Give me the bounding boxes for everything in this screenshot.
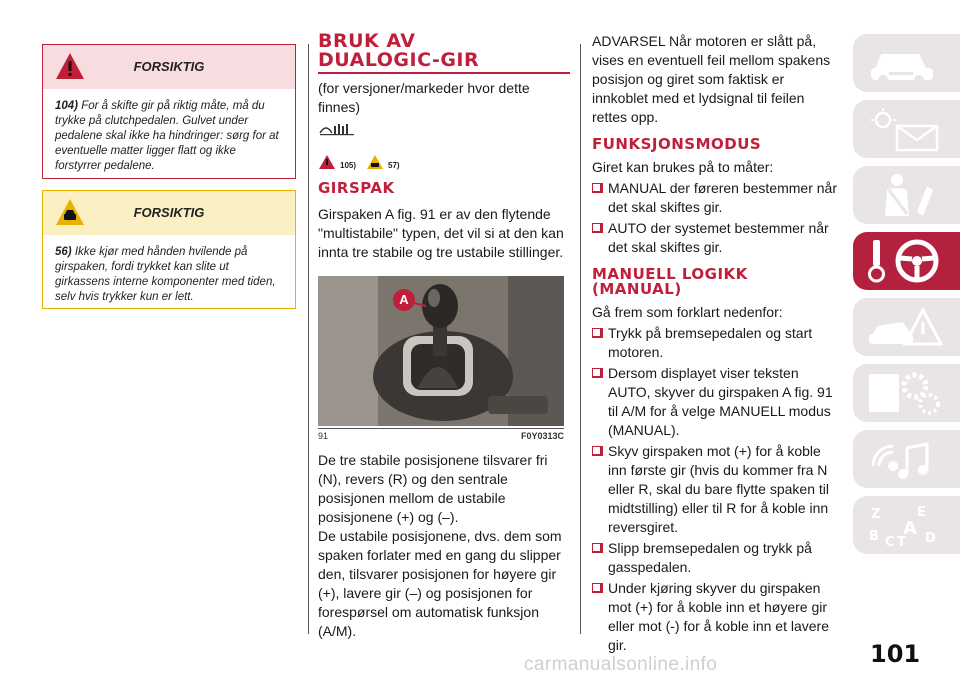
reference-105: 105) xyxy=(340,161,357,170)
bullet-icon xyxy=(592,183,603,193)
bullet-icon xyxy=(592,223,603,233)
seatbelt-airbag-icon xyxy=(867,172,945,218)
multimedia-icon xyxy=(867,436,945,482)
index-letter: Z xyxy=(871,507,881,522)
middle-column xyxy=(318,32,570,641)
tab-emergency[interactable] xyxy=(853,298,960,356)
warning-box-2 xyxy=(42,190,296,309)
paragraph-girspak: Girspaken A fig. 91 er av den flytende "multistabile" typen, det vil si at den kan innta tre stabile og tre ustabile stillinger. xyxy=(318,206,564,260)
figure-callout-a: A xyxy=(399,292,409,307)
bullet-icon xyxy=(592,368,603,378)
main-heading: BRUK AV DUALOGIC-GIR xyxy=(318,32,570,74)
index-letter: E xyxy=(917,505,926,520)
modus-intro: Giret kan brukes på to måter: xyxy=(592,159,774,175)
list-item: Dersom displayet viser teksten AUTO, skyver du girspaken A fig. 91 til A/M for å velge MANUELL modus (MANUAL). xyxy=(592,364,842,440)
figure-caption xyxy=(318,428,564,441)
breakdown-triangle-icon xyxy=(867,304,945,350)
index-letter: D xyxy=(925,531,936,546)
list-item: MANUAL der føreren bestemmer når det skal skiftes gir. xyxy=(592,179,842,217)
section-girspak: GIRSPAK xyxy=(318,179,395,197)
section-funksjonsmodus: FUNKSJONSMODUS xyxy=(592,135,762,153)
gear-lever-figure xyxy=(318,276,564,426)
bullet-icon xyxy=(592,328,603,338)
list-item: Skyv girspaken mot (+) for å koble inn første gir (hvis du kommer fra N eller R, skal du bare flytte spaken til midtstilling) eller til R for å koble inn reversgiret. xyxy=(592,442,842,537)
index-letter: B xyxy=(869,529,879,544)
warning-box-1 xyxy=(42,44,296,179)
warning-triangle-icon xyxy=(318,154,336,170)
warning-body: For å skifte gir på riktig måte, må du trykke på clutchpedalen. Gulvet under pedalene skal ikke ha hindringer: sørg for at eventuelle matter ligger flatt og ikke forstyrrer pedalene. xyxy=(55,100,279,172)
warning-text xyxy=(43,89,295,174)
caution-body: Ikke kjør med hånden hvilende på girspaken, fordi trykket kan slite ut girkassens interne komponenter med tiden, selv hvis trykker kun er lett. xyxy=(55,246,276,303)
column-divider xyxy=(580,44,581,634)
section-manuell-logikk: MANUELL LOGIKK (MANUAL) xyxy=(592,265,748,298)
bullet-icon xyxy=(592,446,603,456)
gear-lever-photo xyxy=(318,276,564,426)
tab-safety[interactable] xyxy=(853,166,960,224)
paragraph-stable: De tre stabile posisjonene tilsvarer fri (N), revers (R) og den sentrale posisjonen mellom de ustabile posisjonene (+) og (–). xyxy=(318,452,548,525)
manuell-intro: Gå frem som forklart nedenfor: xyxy=(592,304,783,320)
right-column xyxy=(592,32,842,655)
version-note: (for versjoner/markeder hvor dette finnes) xyxy=(318,80,530,115)
bullet-icon xyxy=(592,583,603,593)
index-letter: T xyxy=(897,535,906,548)
caution-triangle-icon xyxy=(366,154,384,170)
caution-text xyxy=(43,235,295,305)
figure-code: F0Y0313C xyxy=(520,431,564,441)
list-item: AUTO der systemet bestemmer når det skal skiftes gir. xyxy=(592,219,842,257)
column-divider xyxy=(308,44,309,634)
market-availability-icon xyxy=(318,121,570,142)
warning-ref: 104) xyxy=(55,100,79,112)
index-letter: A xyxy=(903,518,917,539)
caution-title: FORSIKTIG xyxy=(133,205,205,220)
reference-marks xyxy=(318,148,570,170)
warning-title: FORSIKTIG xyxy=(133,59,205,74)
tab-starting-driving[interactable] xyxy=(853,232,960,290)
advarsel-paragraph: ADVARSEL Når motoren er slått på, vises en eventuell feil mellom spakens posisjon og giret som faktisk er innkoblet med et lydsignal til feilen rettes opp. xyxy=(592,33,831,125)
page-number: 101 xyxy=(870,640,921,668)
watermark: carmanualsonline.info xyxy=(524,654,718,675)
paragraph-unstable: De ustabile posisjonene, dvs. dem som spaken forlater med en gang du slipper den, tilsvarer posisjonen for høyere gir (+), lavere gir (–) og posisjonen for forespørsel om automatisk funksjon (A/M). xyxy=(318,528,562,639)
caution-ref: 56) xyxy=(55,246,72,258)
list-item: Trykk på bremsepedalen og start motoren. xyxy=(592,324,842,362)
tab-multimedia[interactable] xyxy=(853,430,960,488)
list-item: Under kjøring skyver du girspaken mot (+) for å koble inn et høyere gir eller mot (-) for å koble inn et lavere gir. xyxy=(592,579,842,655)
bullet-icon xyxy=(592,543,603,553)
tab-getting-to-know-car[interactable] xyxy=(853,34,960,92)
index-letter: C xyxy=(885,535,895,548)
tab-dashboard[interactable] xyxy=(853,100,960,158)
dashboard-lights-icon xyxy=(867,106,945,152)
car-icon xyxy=(867,40,945,86)
tab-index[interactable] xyxy=(853,496,960,554)
reference-57: 57) xyxy=(388,161,400,170)
list-item: Slipp bremsepedalen og trykk på gasspedalen. xyxy=(592,539,842,577)
maintenance-gears-icon xyxy=(867,370,945,416)
chapter-tabs xyxy=(853,34,960,562)
figure-number: 91 xyxy=(318,431,329,441)
index-letters-icon xyxy=(867,502,945,548)
steering-key-icon xyxy=(867,238,945,284)
tab-maintenance[interactable] xyxy=(853,364,960,422)
